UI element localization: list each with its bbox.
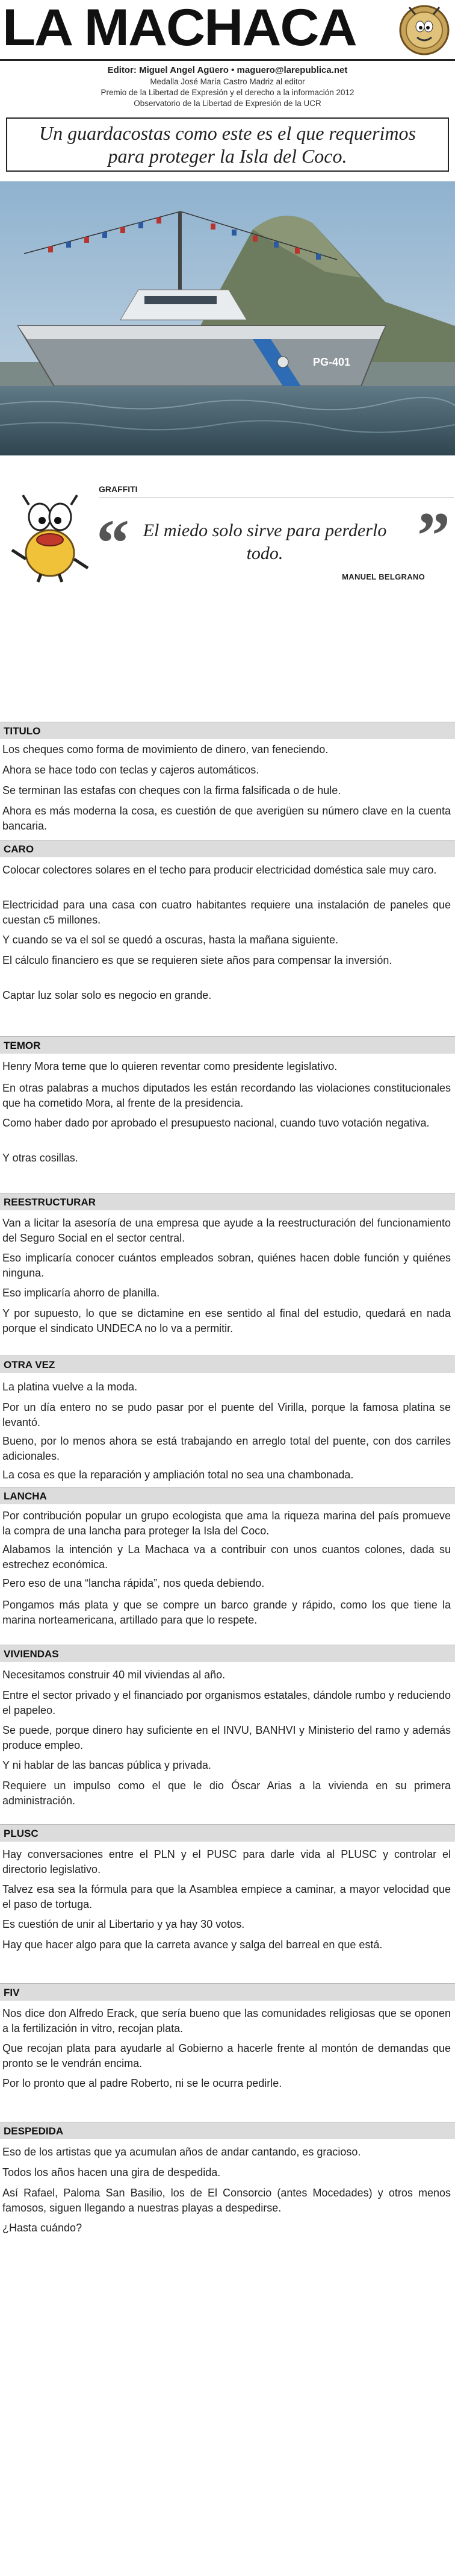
- hull-number: PG-401: [313, 356, 351, 368]
- section-title: LANCHA: [4, 1490, 47, 1502]
- section-header: [0, 1824, 455, 1842]
- paragraph: Es cuestión de unir al Libertario y ya hay 30 votos.: [2, 1918, 245, 1930]
- section-title: OTRA VEZ: [4, 1359, 55, 1371]
- paragraph: Se terminan las estafas con cheques con la firma falsificada o de hule.: [2, 784, 341, 796]
- paragraph: Por un día entero no se pudo pasar por el puente del Virilla, porque la famosa platina se levantó.: [2, 1401, 451, 1428]
- close-quote-icon: ”: [417, 499, 450, 572]
- paragraph: Alabamos la intención y La Machaca va a contribuir con unos cuantos colones, dada su estrechez económica.: [2, 1543, 451, 1571]
- paragraph: Van a licitar la asesoría de una empresa que ayude a la reestructuración del funcionamiento del Seguro Social en el sector central.: [2, 1217, 451, 1244]
- paragraph: Necesitamos construir 40 mil viviendas al año.: [2, 1669, 226, 1681]
- graffiti-box: [0, 482, 455, 663]
- mascot-logo-icon: [397, 2, 451, 57]
- paragraph: Los cheques como forma de movimiento de dinero, van feneciendo.: [2, 743, 329, 755]
- paragraph: Y otras cosillas.: [2, 1152, 78, 1164]
- paragraph: Como haber dado por aprobado el presupuesto nacional, cuando tuvo votación negativa.: [2, 1117, 430, 1129]
- graffiti-author: MANUEL BELGRANO: [342, 572, 425, 581]
- section-title: CARO: [4, 843, 34, 855]
- award-line-3: Observatorio de la Libertad de Expresión de la UCR: [134, 99, 321, 108]
- paragraph: Requiere un impulso como el que le dio Óscar Arias a la vivienda en su primera administración.: [2, 1780, 451, 1807]
- coastguard-photo: [0, 181, 455, 455]
- paragraph: Eso implicaría conocer cuántos empleados sobran, quiénes hacen doble función y quiénes ninguna.: [2, 1252, 451, 1279]
- headline: Un guardacostas como este es el que requerimos para proteger la Isla del Coco.: [39, 122, 416, 167]
- section-title: DESPEDIDA: [4, 2125, 64, 2137]
- section-header: [0, 2122, 455, 2139]
- credits: [0, 61, 455, 109]
- paragraph: Captar luz solar solo es negocio en grande.: [2, 989, 212, 1001]
- paragraph: Por contribución popular un grupo ecologista que ama la riqueza marina del país promueve la compra de una lancha para proteger la Isla del Coco.: [2, 1510, 451, 1537]
- paragraph: En otras palabras a muchos diputados les están recordando las violaciones constitucionales que ha cometido Mora, al frente de la presidencia.: [2, 1082, 451, 1109]
- section-header: [0, 1645, 455, 1662]
- paragraph: Hay conversaciones entre el PLN y el PUSC para darle vida al PLUSC y controlar el directorio legislativo.: [2, 1848, 451, 1875]
- headline-box: [6, 117, 449, 172]
- paragraph: Bueno, por lo menos ahora se está trabajando en arreglo total del puente, con dos carriles adicionales.: [2, 1435, 451, 1462]
- mascot-character-icon: [5, 493, 95, 583]
- paragraph: Se puede, porque dinero hay suficiente en el INVU, BANHVI y Ministerio del ramo y además produce empleo.: [2, 1724, 451, 1751]
- paragraph: Entre el sector privado y el financiado por organismos estatales, dándole rumbo y reduciendo el papeleo.: [2, 1689, 451, 1716]
- section-header: [0, 1487, 455, 1504]
- masthead: [0, 0, 455, 61]
- section-header: [0, 1983, 455, 2001]
- paragraph: Ahora se hace todo con teclas y cajeros automáticos.: [2, 764, 259, 776]
- paragraph: Y ni hablar de las bancas pública y privada.: [2, 1759, 211, 1771]
- section-title: FIV: [4, 1987, 20, 1998]
- paragraph: Por lo pronto que al padre Roberto, ni se le ocurra pedirle.: [2, 2077, 282, 2089]
- paragraph: Pongamos más plata y que se compre un barco grande y rápido, como los que tiene la marina norteamericana, artillado para que lo respete.: [2, 1599, 451, 1626]
- paragraph: Eso de los artistas que ya acumulan años de andar cantando, es gracioso.: [2, 2146, 361, 2158]
- paragraph: Electricidad para una casa con cuatro habitantes requiere una instalación de paneles que cuestan c5 millones.: [2, 899, 451, 926]
- editor-line: Editor: Miguel Angel Agüero • maguero@larepublica.net: [107, 65, 348, 75]
- section-header: [0, 840, 455, 857]
- section-header: [0, 722, 455, 739]
- masthead-title: LA MACHACA: [2, 0, 356, 57]
- paragraph: Y cuando se va el sol se quedó a oscuras, hasta la mañana siguiente.: [2, 934, 339, 946]
- paragraph: Eso implicaría ahorro de planilla.: [2, 1287, 160, 1299]
- section-header: [0, 1355, 455, 1373]
- section-title: VIVIENDAS: [4, 1648, 59, 1660]
- award-line-1: Medalla José María Castro Madriz al editor: [150, 77, 305, 86]
- section-title: REESTRUCTURAR: [4, 1196, 96, 1208]
- paragraph: Así Rafael, Paloma San Basilio, los de El Consorcio (antes Mocedades) y otros menos famosos, siguen llegando a nuestras playas a despedirse.: [2, 2187, 451, 2214]
- paragraph: Hay que hacer algo para que la carreta avance y salga del barreal en que está.: [2, 1939, 383, 1951]
- section-header: [0, 1036, 455, 1054]
- paragraph: Todos los años hacen una gira de despedida.: [2, 2166, 221, 2178]
- paragraph: Colocar colectores solares en el techo para producir electricidad doméstica sale muy caro.: [2, 864, 437, 876]
- coastguard-photo-image: [0, 181, 455, 455]
- award-line-2: Premio de la Libertad de Expresión y el derecho a la información 2012: [101, 88, 354, 97]
- paragraph: Y por supuesto, lo que se dictamine en ese sentido al final del estudio, quedará en nada porque el sindicato UNDECA no lo va a permitir.: [2, 1307, 451, 1334]
- open-quote-icon: “: [96, 506, 129, 580]
- paragraph: Henry Mora teme que lo quieren reventar como presidente legislativo.: [2, 1060, 338, 1072]
- paragraph: Talvez esa sea la fórmula para que la Asamblea empiece a caminar, a mayor velocidad que el paso de tortuga.: [2, 1883, 451, 1910]
- paragraph: La platina vuelve a la moda.: [2, 1381, 138, 1393]
- paragraph: Ahora es más moderna la cosa, es cuestión de que averigüen su número clave en la cuenta bancaria.: [2, 805, 451, 832]
- graffiti-label: GRAFFITI: [99, 484, 138, 494]
- paragraph: ¿Hasta cuándo?: [2, 2222, 82, 2234]
- paragraph: Nos dice don Alfredo Erack, que sería bueno que las comunidades religiosas que se oponen a la fertilización in vitro, recojan plata.: [2, 2007, 451, 2034]
- graffiti-quote: El miedo solo sirve para perderlo todo.: [143, 521, 387, 563]
- paragraph: Que recojan plata para ayudarle al Gobierno a hacerle frente al montón de demandas que pronto se le vendrán encima.: [2, 2042, 451, 2069]
- section-title: TEMOR: [4, 1040, 41, 1051]
- paragraph: La cosa es que la reparación y ampliación total no sea una chambonada.: [2, 1469, 354, 1481]
- paragraph: Pero eso de una “lancha rápida”, nos queda debiendo.: [2, 1577, 265, 1589]
- section-title: PLUSC: [4, 1828, 39, 1839]
- section-header: [0, 1193, 455, 1210]
- paragraph: El cálculo financiero es que se requieren siete años para compensar la inversión.: [2, 954, 392, 966]
- section-title: TITULO: [4, 725, 41, 737]
